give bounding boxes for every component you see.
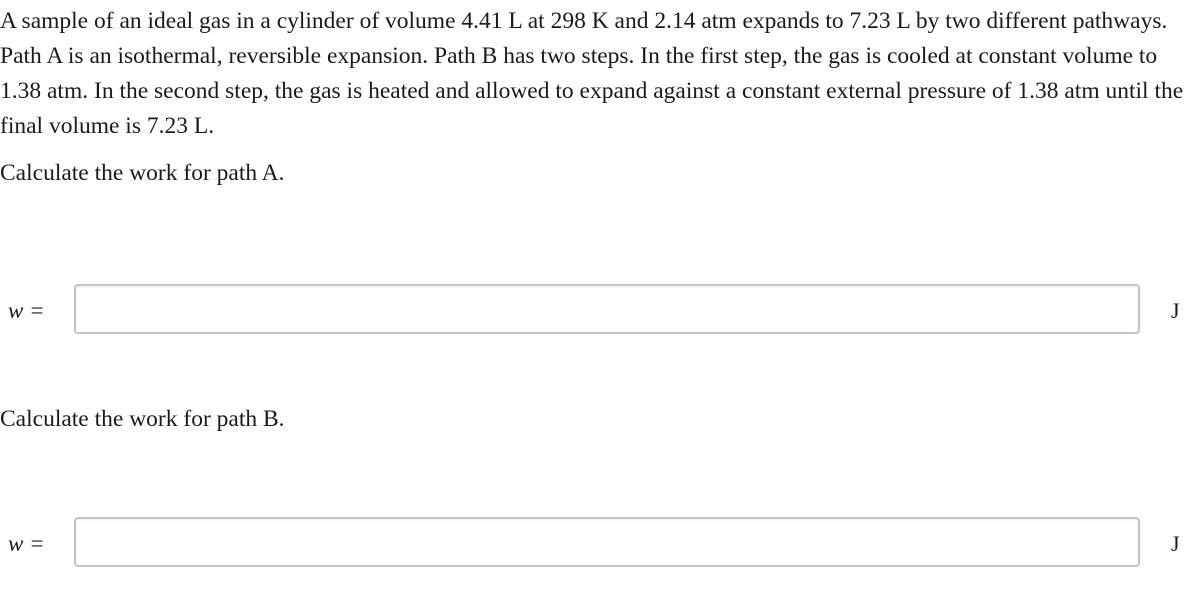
work-variable-label: w = [8,298,45,323]
answer-row-path-b [0,517,1200,571]
work-path-b-input[interactable] [74,517,1140,567]
question-b-prompt: Calculate the work for path B. [0,406,285,432]
work-path-a-input[interactable] [74,284,1140,334]
question-a-prompt: Calculate the work for path A. [0,160,285,186]
work-variable-label: w = [8,531,45,556]
problem-statement: A sample of an ideal gas in a cylinder of volume 4.41 L at 298 K and 2.14 atm expands to 7.23 L by two different pathways. Path A is an isothermal, reversible expansion. Path B has two steps. In the first step, the gas is cooled at constant volume to 1.38 atm. In the second step, the gas is heated and allowed to expand against a constant external pressure of 1.38 atm until the final volume is 7.23 L. [0,8,1184,139]
unit-label: J [1171,298,1180,323]
unit-label: J [1171,531,1180,556]
answer-row-path-a [0,284,1200,338]
